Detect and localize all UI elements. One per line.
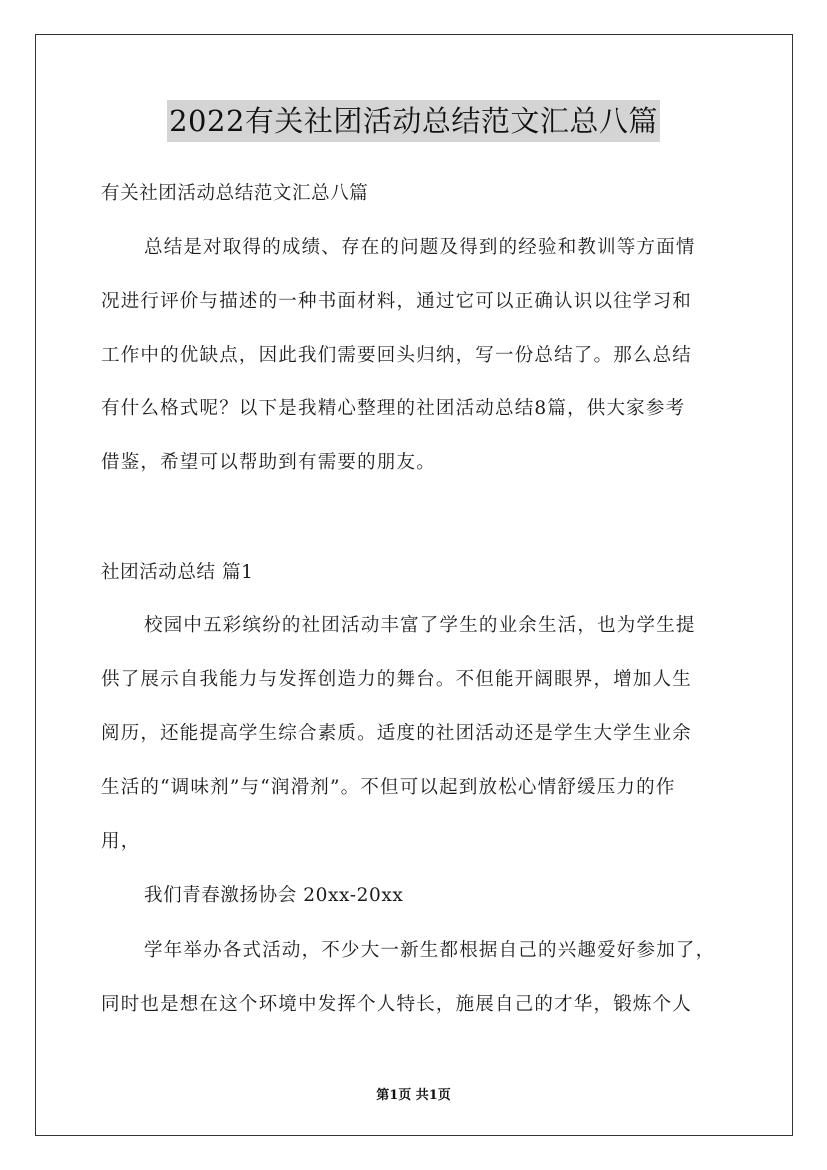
section-more-line-2: 同时也是想在这个环境中发挥个人特长，施展自己的才华，锻炼个人	[101, 994, 693, 1015]
page-footer: 第1页 共1页	[376, 1088, 451, 1103]
intro-line-2: 况进行评价与描述的一种书面材料，通过它可以正确认识以往学习和	[101, 291, 693, 312]
intro-line-1: 总结是对取得的成绩、存在的问题及得到的经验和教训等方面情	[144, 237, 696, 258]
section-heading: 社团活动总结 篇1	[101, 562, 254, 583]
document-subtitle: 有关社团活动总结范文汇总八篇	[101, 183, 369, 204]
section-line-2: 供了展示自我能力与发挥创造力的舞台。不但能开阔眼界，增加人生	[101, 669, 693, 690]
title-container	[0, 100, 827, 142]
section-line-4: 生活的“调味剂”与“润滑剂”。不但可以起到放松心情舒缓压力的作	[101, 777, 676, 798]
intro-line-3: 工作中的优缺点，因此我们需要回头归纳，写一份总结了。那么总结	[101, 345, 693, 366]
intro-line-5: 借鉴，希望可以帮助到有需要的朋友。	[101, 452, 436, 473]
section-line-1: 校园中五彩缤纷的社团活动丰富了学生的业余生活，也为学生提	[144, 615, 696, 636]
document-title: 2022有关社团活动总结范文汇总八篇	[167, 100, 660, 142]
section-line-3: 阅历，还能提高学生综合素质。适度的社团活动还是学生大学生业余	[101, 723, 693, 744]
association-line: 我们青春激扬协会 20xx-20xx	[144, 885, 404, 906]
section-line-5: 用，	[101, 831, 141, 852]
section-more-line-1: 学年举办各式活动，不少大一新生都根据自己的兴趣爱好参加了，	[144, 940, 716, 961]
intro-line-4: 有什么格式呢？以下是我精心整理的社团活动总结8篇，供大家参考	[101, 398, 686, 419]
